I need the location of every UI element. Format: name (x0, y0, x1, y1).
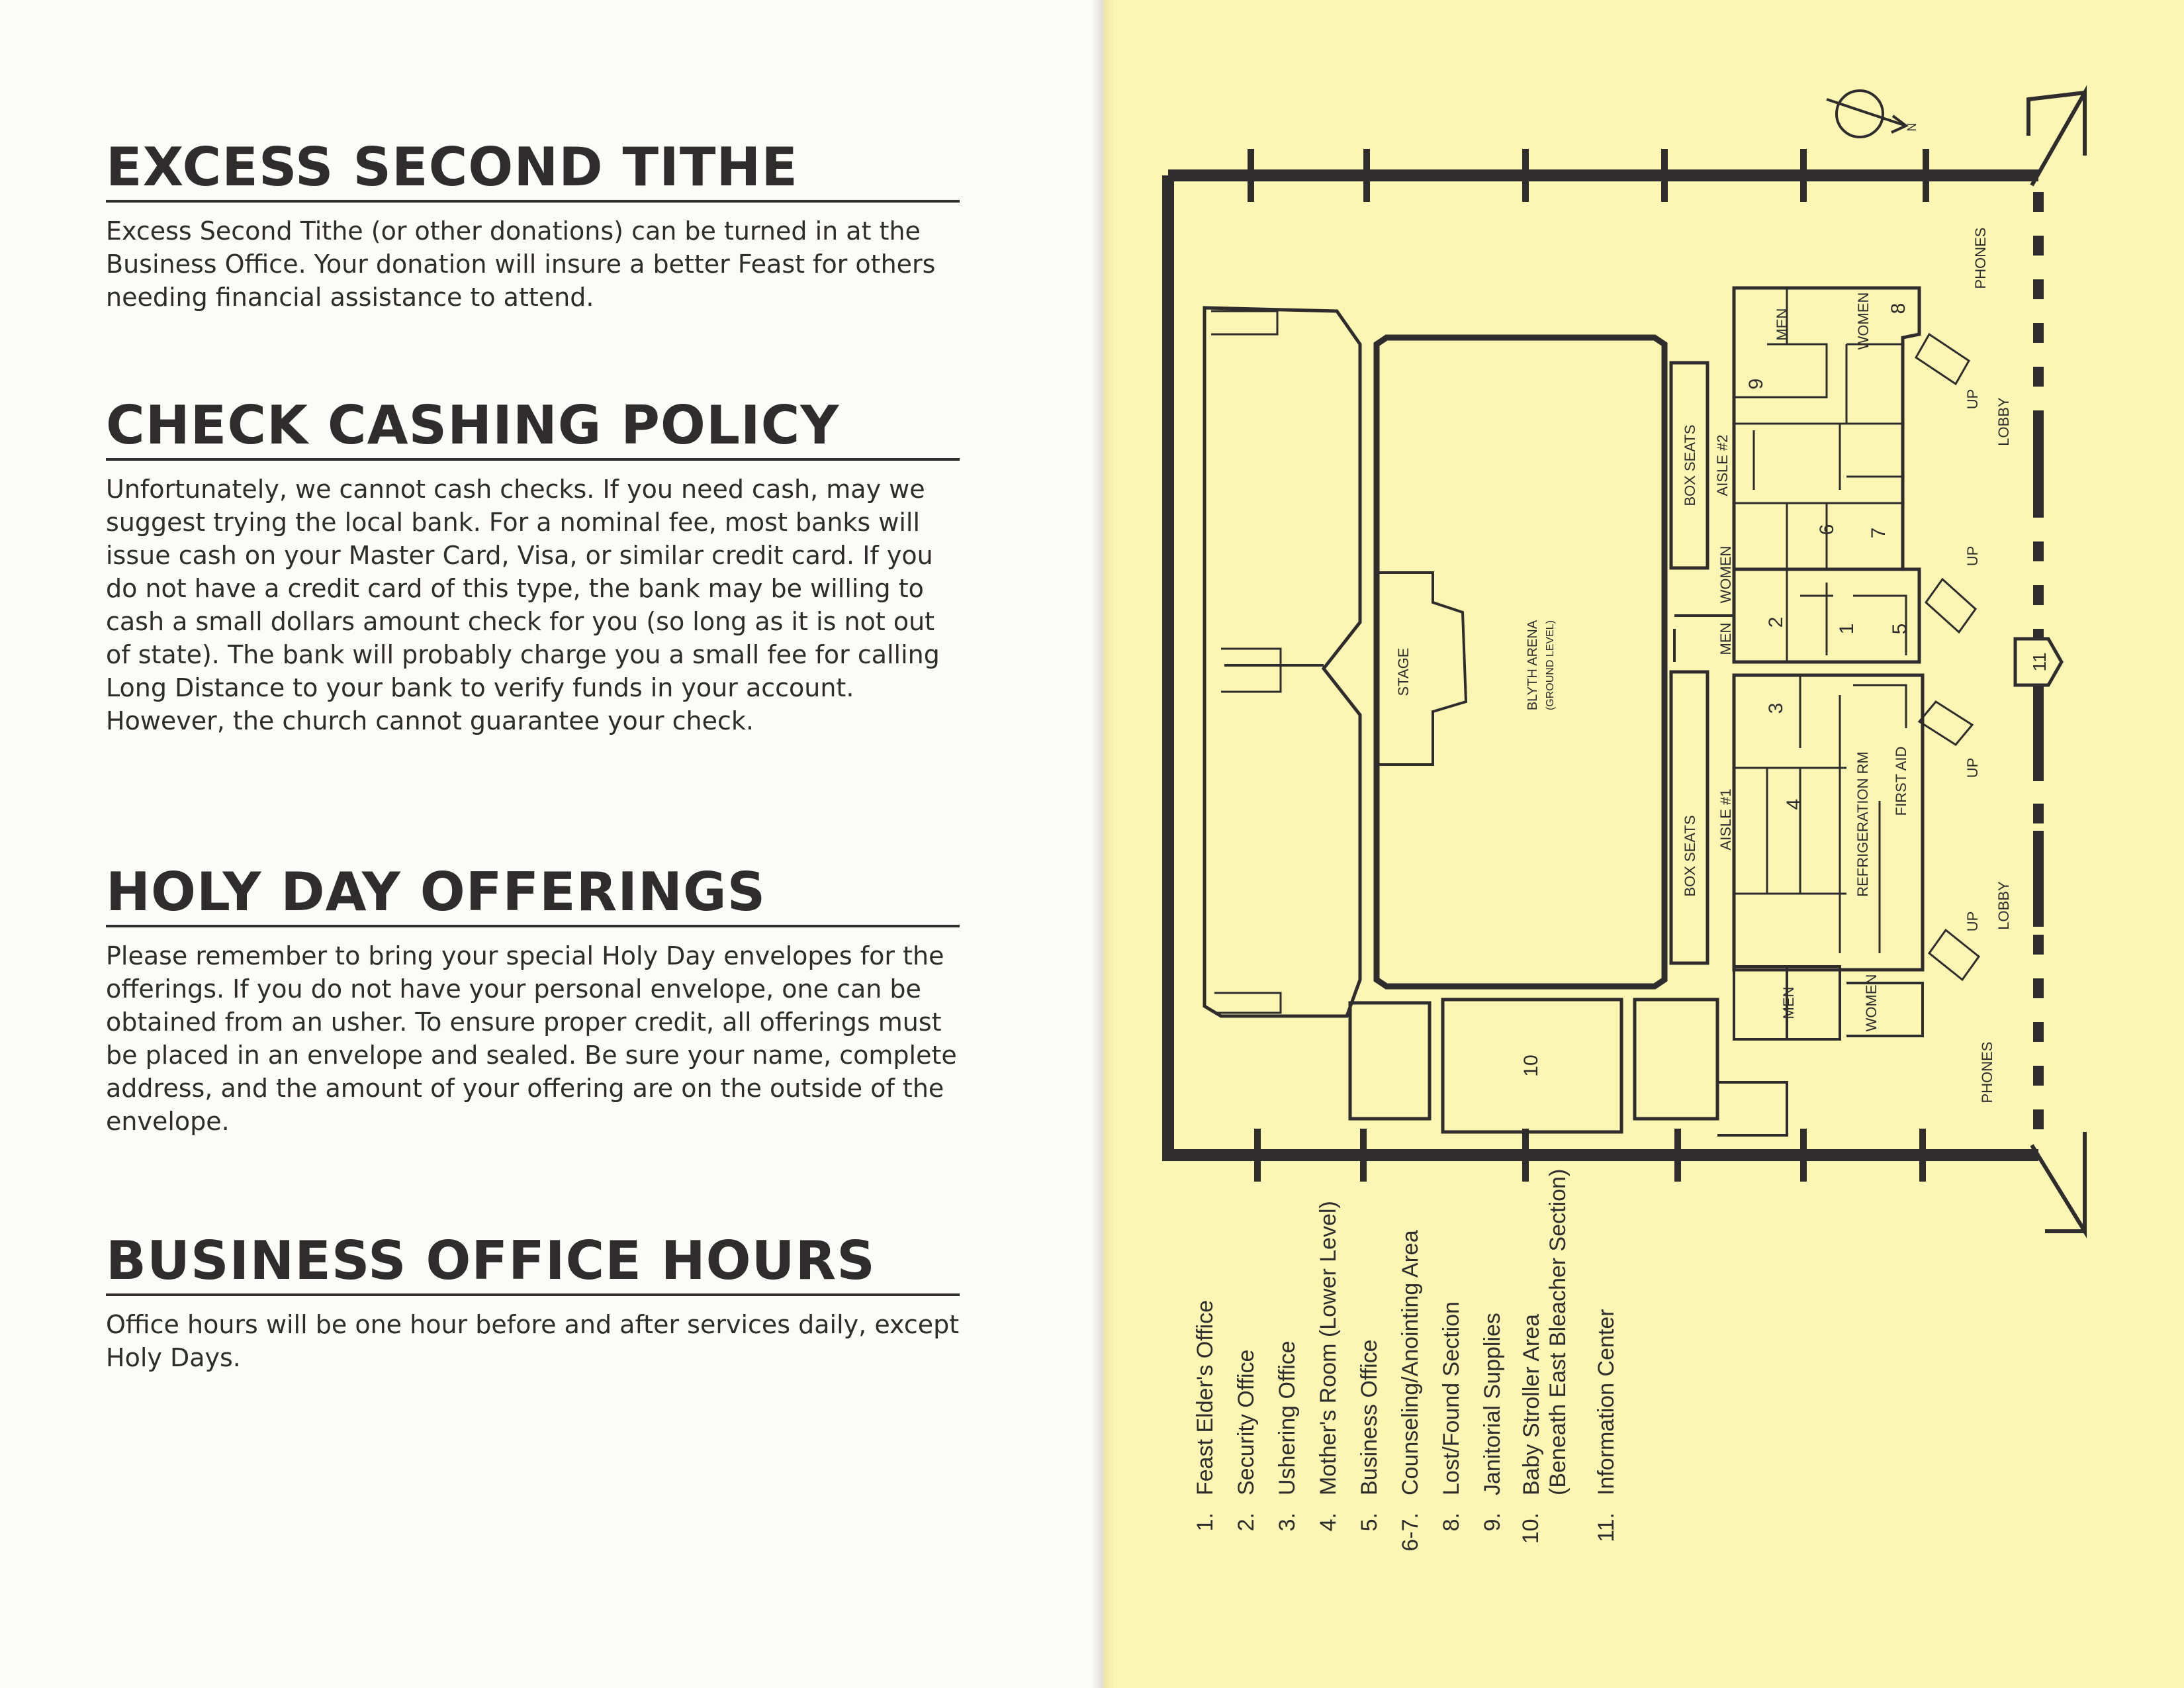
section-body: Office hours will be one hour before and after services daily, except Holy Days. (106, 1310, 960, 1372)
section-heading: BUSINESS OFFICE HOURS (106, 1233, 960, 1296)
legend-number: 2. (1233, 1513, 1259, 1532)
compass-rose (1837, 91, 1883, 137)
phones-label-south: PHONES (1979, 1041, 1995, 1103)
legend-item (1472, 1105, 1513, 1569)
legend-item (1226, 1105, 1267, 1569)
room-number-8: 8 (1888, 303, 1909, 314)
stage-label: STAGE (1395, 647, 1412, 696)
room-number-3: 3 (1765, 702, 1787, 714)
floor-plan-legend (1185, 1105, 1627, 1569)
section-body: Unfortunately, we cannot cash checks. If you need cash, may we suggest trying the local bank. For a nominal fee, most banks will issue cash on your Master Card, Visa, or similar credit card. If you do not have a credit card of this type, the bank may be willing to cash a small dollars amount check for you (so long as it is not out of state). The bank will probably charge you a small fee for calling Long Distance to your bank to verify funds in your account. However, the church cannot guarantee your check. (106, 475, 940, 735)
compass-needle (1827, 99, 1906, 132)
legend-text: Business Office (1357, 1339, 1382, 1495)
men-label-south: MEN (1780, 986, 1797, 1019)
legend-text-note: (Beneath East Bleacher Section) (1545, 1168, 1570, 1495)
room-number-6: 6 (1816, 524, 1838, 536)
up-label-3: UP (1964, 757, 1981, 778)
legend-number: 6-7. (1397, 1513, 1423, 1552)
arena-sublabel: (GROUND LEVEL) (1545, 620, 1556, 711)
legend-number: 9. (1479, 1513, 1505, 1532)
room-number-5: 5 (1889, 623, 1911, 635)
room-number-10: 10 (1520, 1055, 1542, 1077)
arena-label: BLYTH ARENA (1525, 620, 1540, 711)
south-restrooms (1734, 966, 1923, 1039)
stage (1377, 573, 1466, 765)
south-office-block (1734, 675, 1923, 970)
west-bleacher (1205, 308, 1360, 1016)
legend-text: Ushering Office (1275, 1340, 1300, 1495)
room-number-4: 4 (1783, 798, 1805, 810)
room-number-9: 9 (1745, 378, 1767, 390)
section-heading: EXCESS SECOND TITHE (106, 139, 960, 203)
center-office-partitions (1787, 569, 1906, 662)
legend-item (1267, 1105, 1308, 1569)
lobby-stairs (1916, 334, 1979, 980)
first-aid-label: FIRST AID (1893, 746, 1909, 816)
room-number-7: 7 (1868, 527, 1889, 539)
legend-text: Janitorial Supplies (1480, 1313, 1505, 1495)
section-heading: CHECK CASHING POLICY (106, 397, 960, 461)
room-number-11: 11 (2029, 652, 2050, 672)
legend-number: 10. (1518, 1513, 1543, 1544)
up-label-4: UP (1964, 911, 1981, 932)
women-label-south: WOMEN (1863, 974, 1880, 1032)
legend-text: Feast Elder's Office (1193, 1300, 1218, 1495)
legend-item (1349, 1105, 1390, 1569)
legend-number: 11. (1593, 1513, 1619, 1542)
legend-item (1586, 1105, 1627, 1569)
lobby-label-north: LOBBY (1995, 397, 2012, 446)
corner-flare-bottom (2032, 1132, 2085, 1231)
legend-number: 1. (1192, 1513, 1218, 1532)
women-label-north: WOMEN (1855, 292, 1872, 350)
phones-label-north: PHONES (1972, 227, 1989, 289)
women-label-mid: WOMEN (1717, 545, 1734, 604)
compass-north-label: N (1905, 122, 1919, 132)
legend-text: Counseling/Anointing Area (1398, 1230, 1423, 1495)
room-number-1: 1 (1836, 623, 1858, 635)
legend-item (1390, 1105, 1431, 1569)
south-annex (1717, 1082, 1787, 1135)
aisle-2-label: AISLE #2 (1714, 434, 1731, 496)
legend-number: 8. (1438, 1513, 1464, 1532)
legend-item (1431, 1105, 1472, 1569)
box-seats-label-south: BOX SEATS (1682, 815, 1698, 897)
legend-item (1308, 1105, 1349, 1569)
men-label-mid: MEN (1717, 622, 1734, 655)
men-label-north: MEN (1774, 308, 1790, 341)
south-bleacher-west (1350, 1003, 1430, 1119)
aisle-1-label: AISLE #1 (1717, 788, 1734, 851)
south-office-partitions (1734, 675, 1906, 953)
legend-text: Information Center (1594, 1309, 1619, 1495)
up-label-1: UP (1964, 389, 1981, 410)
section-heading: HOLY DAY OFFERINGS (106, 864, 960, 927)
up-label-2: UP (1964, 545, 1981, 567)
legend-text: Security Office (1234, 1349, 1259, 1495)
legend-number: 3. (1274, 1513, 1300, 1532)
legend-item (1513, 1105, 1586, 1569)
legend-number: 5. (1356, 1513, 1382, 1532)
arena-floor (1377, 338, 1664, 986)
legend-number: 4. (1315, 1513, 1341, 1532)
bleacher-stairs (1211, 311, 1281, 1013)
section-body: Please remember to bring your special Holy Day envelopes for the offerings. If you do not have your personal envelope, one can be obtained from an usher. To ensure proper credit, all offerings must be placed in an envelope and sealed. Be sure your name, complete address, and the amount of your offering are on the outside of the envelope. (106, 941, 957, 1136)
legend-text: Mother's Room (Lower Level) (1316, 1201, 1341, 1495)
south-bleacher-east (1635, 1000, 1717, 1119)
legend-text: Baby Stroller Area (1519, 1313, 1544, 1495)
room-number-2: 2 (1765, 616, 1787, 628)
refrigeration-label: REFRIGERATION RM (1854, 751, 1871, 897)
legend-item (1185, 1105, 1226, 1569)
box-seats-label-north: BOX SEATS (1682, 424, 1698, 506)
lobby-label-south: LOBBY (1995, 881, 2012, 930)
section-body: Excess Second Tithe (or other donations) can be turned in at the Business Office. Your donation will insure a better Feast for others needing financial assistance to attend. (106, 216, 936, 312)
legend-text: Lost/Found Section (1439, 1301, 1464, 1495)
